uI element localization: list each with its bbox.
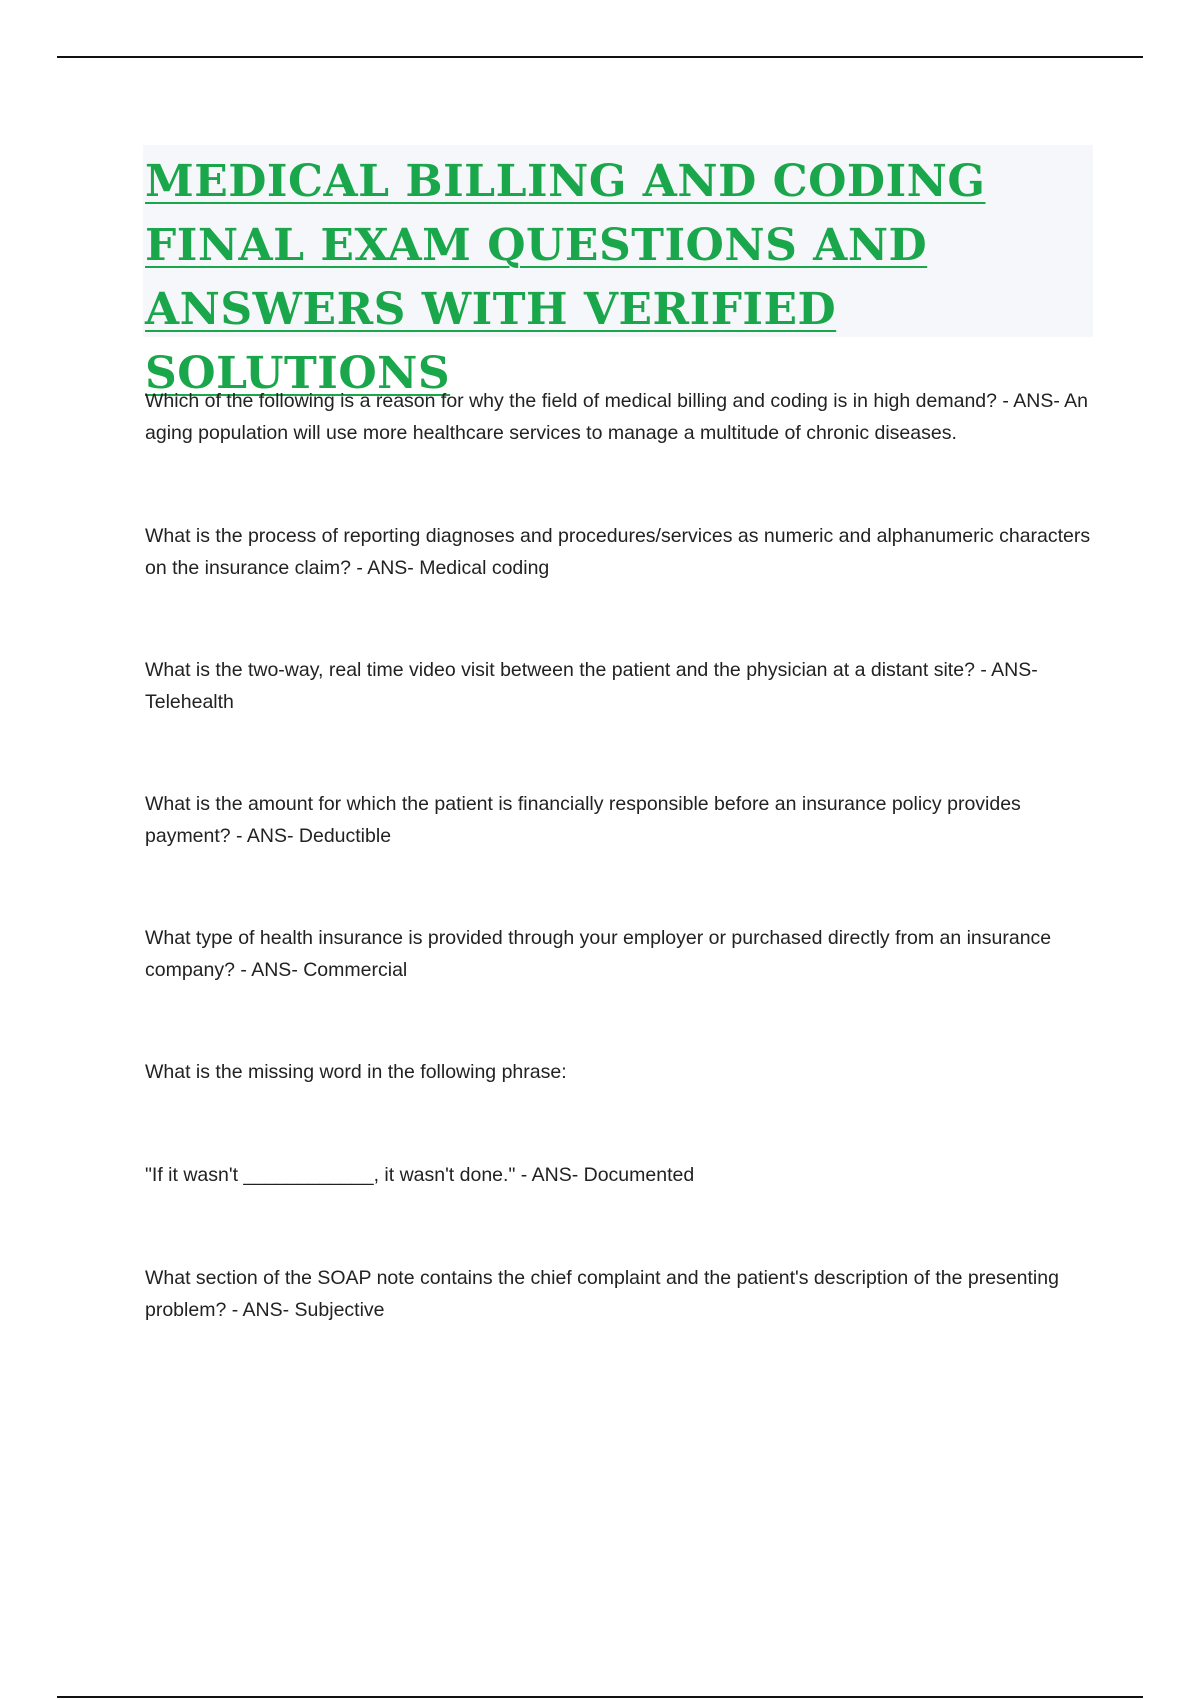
qa-item-8: What section of the SOAP note contains the chief complaint and the patient's description of the presenting problem? - ANS- Subjective [145, 1267, 1059, 1321]
document-title: MEDICAL BILLING AND CODING FINAL EXAM QUESTIONS AND ANSWERS WITH VERIFIED SOLUTIONS [145, 156, 986, 399]
qa-item-6: What is the missing word in the following phrase: [145, 1061, 567, 1083]
qa-item-1: Which of the following is a reason for why the field of medical billing and coding is in high demand? - ANS- An aging population will use more healthcare services to manage a multitude of chronic diseases. [145, 390, 1089, 444]
qa-item-2: What is the process of reporting diagnoses and procedures/services as numeric and alphanumeric characters on the insurance claim? - ANS- Medical coding [145, 525, 1091, 579]
qa-item-5: What type of health insurance is provided through your employer or purchased directly from an insurance company? - ANS- Commercial [145, 927, 1052, 981]
footer-rule [57, 1696, 1143, 1698]
qa-item-4: What is the amount for which the patient is financially responsible before an insurance policy provides payment? - ANS- Deductible [145, 793, 1021, 847]
qa-item-3: What is the two-way, real time video visit between the patient and the physician at a distant site? - ANS- Telehealth [145, 659, 1038, 713]
header-rule [57, 56, 1143, 58]
qa-item-7: "If it wasn't ____________, it wasn't done." - ANS- Documented [145, 1164, 695, 1186]
